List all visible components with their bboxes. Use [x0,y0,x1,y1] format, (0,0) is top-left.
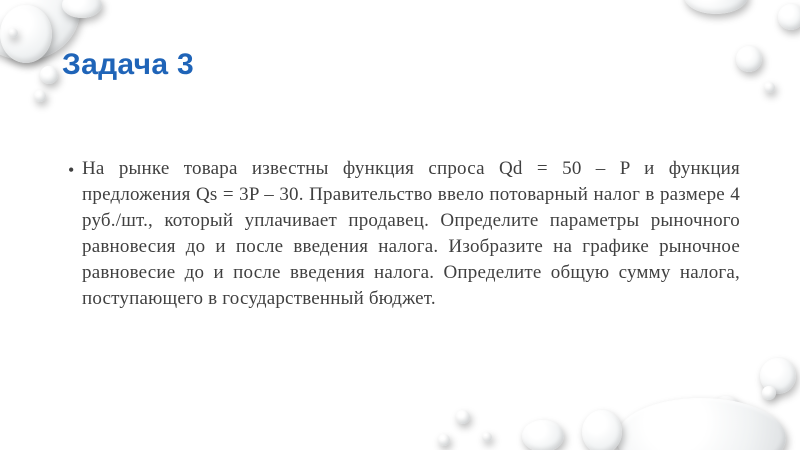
bullet-item [68,156,740,312]
water-drop-decoration [616,398,786,450]
water-drop-decoration [8,28,18,38]
bullet-marker: • [68,160,75,180]
water-drop-decoration [456,410,470,424]
water-drop-decoration [522,420,564,450]
water-drop-decoration [40,66,58,84]
water-drop-decoration [482,432,492,442]
water-drop-decoration [684,0,748,14]
water-drop-decoration [438,434,450,446]
water-drop-decoration [762,386,776,400]
water-drop-decoration [736,46,762,72]
water-drop-decoration [582,410,622,450]
task-text: На рынке товара известны функция спроса Qd = 50 – P и функция предложения Qs = 3P – 30. Правительство ввело потоварный налог в размере 4 руб./шт., который уплачивает продавец. Определите параметры рыночного равновесия до и после введения налога. Изобразите на графике рыночное равновесие до и после введения налога. Определите общую сумму налога, поступающего в государственный бюджет. [82,158,740,309]
water-drop-decoration [764,82,775,93]
water-drop-decoration [778,4,800,30]
slide-title: Задача 3 [62,48,194,81]
water-drop-decoration [34,90,46,102]
bullet-list [68,156,740,312]
